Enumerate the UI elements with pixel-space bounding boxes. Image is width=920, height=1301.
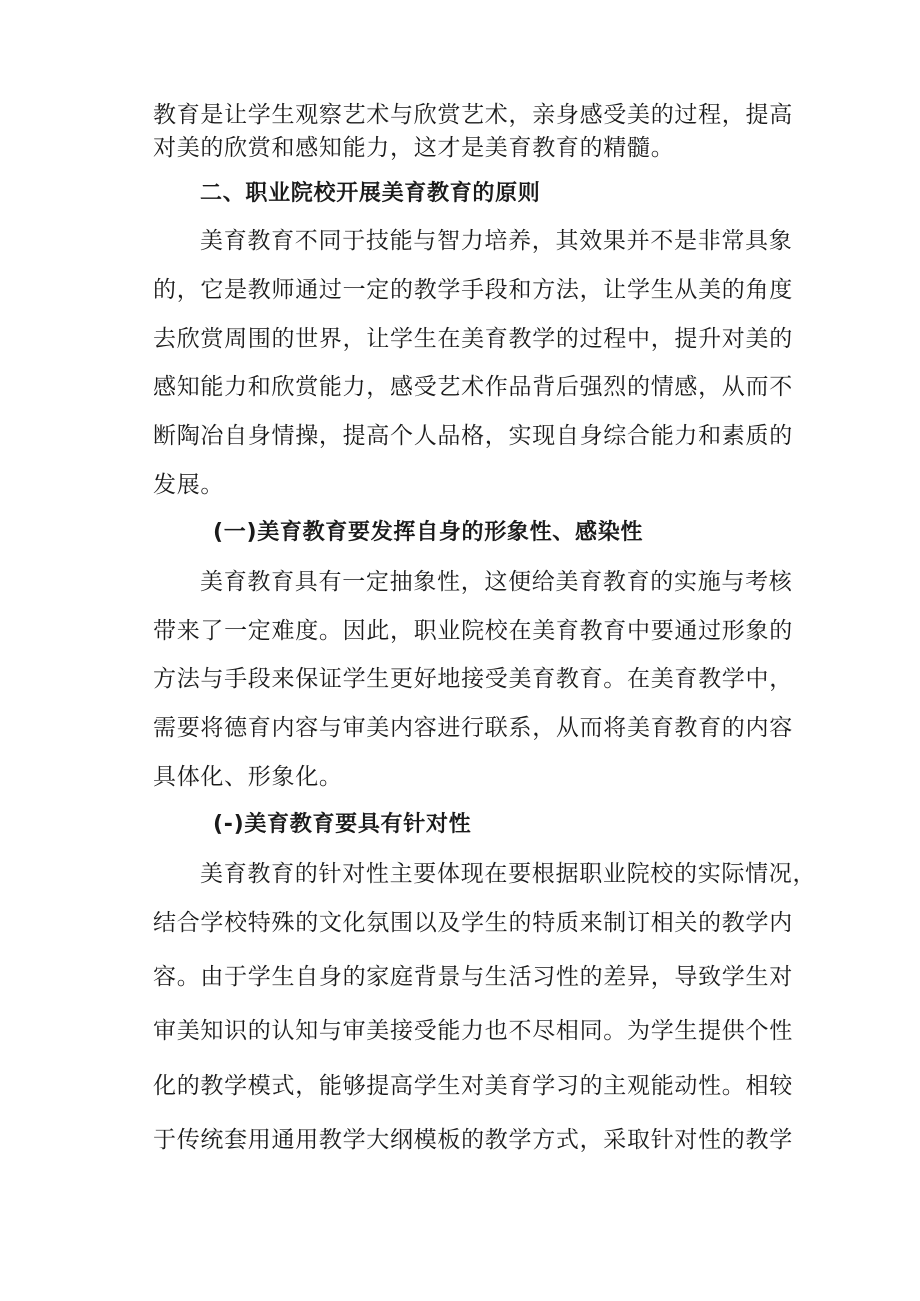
paragraph-line: 审美知识的认知与审美接受能力也不尽相同。为学生提供个性	[153, 1018, 793, 1044]
paragraph-line: 断陶冶自身情操，提高个人品格，实现自身综合能力和素质的	[153, 423, 793, 449]
paragraph-line: 带来了一定难度。因此，职业院校在美育教育中要通过形象的	[153, 618, 793, 644]
paragraph-line: 于传统套用通用教学大纲模板的教学方式，采取针对性的教学	[153, 1127, 793, 1153]
paragraph-line: 发展。	[153, 472, 225, 498]
paragraph-line: 化的教学模式，能够提高学生对美育学习的主观能动性。相较	[153, 1073, 793, 1099]
section-heading: 二、职业院校开展美育教育的原则	[200, 181, 541, 206]
paragraph-line: 结合学校特殊的文化氛围以及学生的特质来制订相关的教学内	[153, 910, 793, 936]
paragraph-line: 去欣赏周围的世界，让学生在美育教学的过程中，提升对美的	[153, 326, 793, 352]
subsection-heading: (一)美育教育要发挥自身的形象性、感染性	[213, 520, 644, 545]
paragraph-line: 感知能力和欣赏能力，感受艺术作品背后强烈的情感，从而不	[153, 374, 793, 400]
intro-line: 对美的欣赏和感知能力，这才是美育教育的精髓。	[153, 135, 675, 161]
paragraph-line: 容。由于学生自身的家庭背景与生活习性的差异，导致学生对	[153, 964, 793, 990]
paragraph-line: 具体化、形象化。	[153, 764, 343, 790]
paragraph-line: 的，它是教师通过一定的教学手段和方法，让学生从美的角度	[153, 277, 793, 303]
subsection-heading: (-)美育教育要具有针对性	[213, 812, 472, 837]
paragraph-line: 美育教育不同于技能与智力培养，其效果并不是非常具象	[200, 228, 793, 254]
paragraph-line: 方法与手段来保证学生更好地接受美育教育。在美育教学中，	[153, 666, 793, 692]
paragraph-line: 美育教育具有一定抽象性，这便给美育教育的实施与考核	[200, 569, 793, 595]
paragraph-line: 需要将德育内容与审美内容进行联系，从而将美育教育的内容	[153, 715, 793, 741]
intro-line: 教育是让学生观察艺术与欣赏艺术，亲身感受美的过程，提高	[153, 102, 793, 128]
paragraph-line: 美育教育的针对性主要体现在要根据职业院校的实际情况，	[200, 861, 817, 887]
